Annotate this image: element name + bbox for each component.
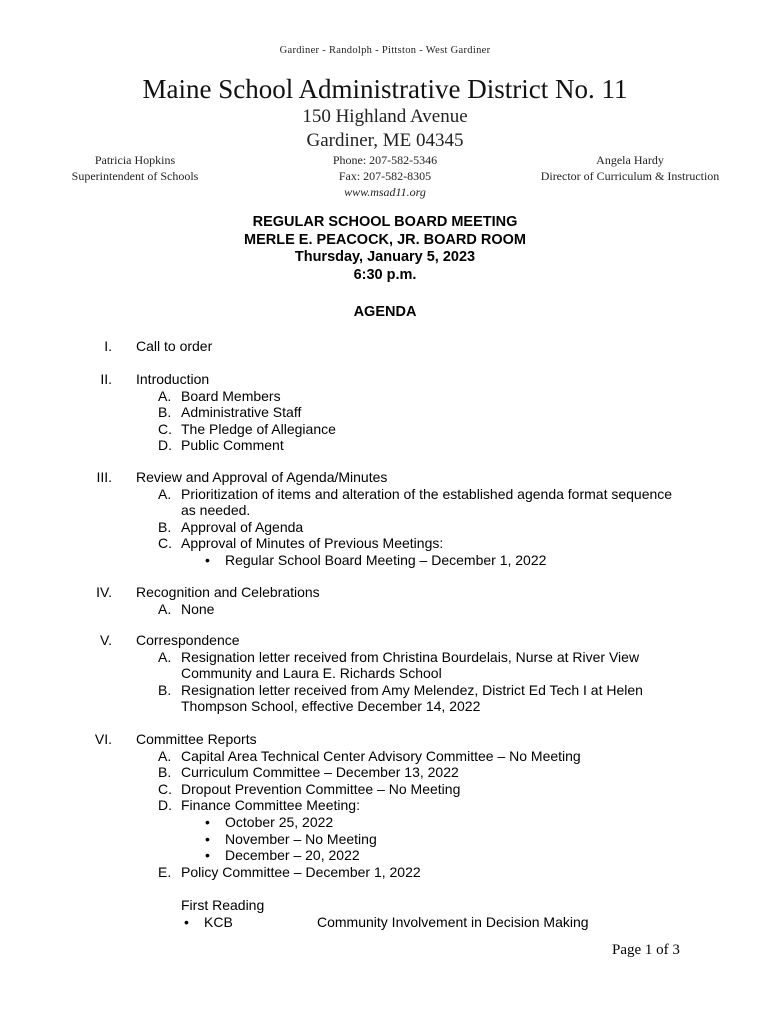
list-item [158, 649, 666, 682]
item-text: Approval of Agenda [181, 518, 304, 535]
section-title: Call to order [136, 338, 213, 354]
section-number: II. [100, 371, 112, 387]
meeting-time: 6:30 p.m. [353, 266, 417, 283]
section-title: Correspondence [136, 632, 240, 648]
page-number: Page 1 of 3 [612, 942, 680, 958]
item-text: Curriculum Committee – December 13, 2022 [181, 764, 459, 781]
bullet-list [181, 814, 718, 864]
list-item [158, 781, 718, 798]
item-letter: A. [158, 387, 172, 404]
item-text: Capital Area Technical Center Advisory Committee – No Meeting [181, 747, 581, 764]
item-text: Resignation letter received from Christina Bourdelais, Nurse at River View Community and Laura E. Richards School [181, 648, 640, 682]
street-address: 150 Highland Avenue [302, 106, 468, 127]
list-item [158, 748, 718, 765]
director-title: Director of Curriculum & Instruction [540, 169, 720, 183]
list-item [158, 682, 676, 715]
bullet-text: October 25, 2022 [225, 813, 334, 830]
contact-block [285, 152, 485, 200]
list-item [158, 519, 718, 536]
director-block [520, 152, 740, 184]
fax-number: Fax: 207-582-8305 [338, 169, 432, 183]
item-letter: D. [158, 437, 172, 454]
superintendent-name: Patricia Hopkins [94, 153, 176, 167]
agenda-heading: AGENDA [353, 304, 417, 320]
item-letter: A. [158, 600, 172, 617]
bullet-item [202, 847, 718, 864]
section-title: Recognition and Celebrations [136, 584, 320, 600]
item-letter: C. [158, 780, 172, 797]
section-number: V. [100, 632, 112, 648]
item-letter: C. [158, 535, 172, 552]
section-title: Committee Reports [136, 731, 257, 747]
district-name: Maine School Administrative District No. 11 [142, 74, 628, 104]
bullet-item [202, 831, 718, 848]
section-title: Introduction [136, 371, 210, 387]
bullet-text: Regular School Board Meeting – December 1, 2022 [225, 551, 547, 568]
list-item [158, 486, 681, 519]
list-item [158, 601, 718, 618]
bullet-icon: • [205, 847, 210, 864]
meeting-date: Thursday, January 5, 2023 [294, 249, 476, 265]
item-letter: D. [158, 797, 172, 814]
section-items [158, 388, 718, 454]
item-letter: E. [158, 863, 172, 880]
item-text: Finance Committee Meeting: [181, 797, 360, 814]
list-item [158, 864, 718, 881]
item-letter: B. [158, 764, 172, 781]
list-item [158, 388, 718, 405]
item-text: None [181, 600, 215, 617]
section-number: VI. [94, 731, 112, 747]
bullet-item [202, 814, 718, 831]
item-letter: A. [158, 648, 172, 665]
item-text: Board Members [181, 387, 281, 404]
item-text: Dropout Prevention Committee – No Meeting [181, 780, 461, 797]
section-number: IV. [96, 584, 112, 600]
list-item [158, 535, 718, 568]
website-link[interactable]: www.msad11.org [344, 185, 426, 199]
bullet-icon: • [205, 813, 210, 830]
item-letter: B. [158, 404, 172, 421]
bullet-item [202, 552, 718, 569]
bullet-icon: • [184, 914, 189, 930]
first-reading-label: First Reading [181, 897, 265, 913]
director-name: Angela Hardy [596, 153, 664, 167]
item-text: Policy Committee – December 1, 2022 [181, 863, 421, 880]
bullet-text: November – No Meeting [225, 830, 377, 847]
item-text: Resignation letter received from Amy Melendez, District Ed Tech I at Helen Thompson School, effective December 14, 2022 [181, 681, 643, 715]
phone-number: Phone: 207-582-5346 [332, 153, 438, 167]
policy-description: Community Involvement in Decision Making [317, 914, 589, 930]
item-text: Public Comment [181, 437, 284, 454]
item-letter: C. [158, 420, 172, 437]
item-letter: A. [158, 485, 172, 502]
list-item [158, 421, 718, 438]
meeting-title-block [0, 214, 770, 284]
item-text: Administrative Staff [181, 404, 302, 421]
item-letter: B. [158, 518, 172, 535]
list-item [158, 797, 718, 863]
item-letter: A. [158, 747, 172, 764]
list-item [158, 404, 718, 421]
section-items [158, 748, 718, 881]
meeting-room: MERLE E. PEACOCK, JR. BOARD ROOM [244, 231, 526, 248]
item-letter: B. [158, 681, 172, 698]
bullet-icon: • [205, 830, 210, 847]
section-items [158, 601, 718, 618]
policy-code: KCB [204, 914, 233, 930]
list-item [158, 437, 718, 454]
member-towns: Gardiner - Randolph - Pittston - West Gardiner [279, 45, 491, 56]
section-number: I. [104, 338, 112, 354]
meeting-title: REGULAR SCHOOL BOARD MEETING [252, 214, 518, 230]
section-items [158, 486, 718, 569]
section-number: III. [96, 469, 112, 485]
section-items [158, 649, 718, 715]
bullet-icon: • [205, 551, 210, 568]
item-text: The Pledge of Allegiance [181, 420, 336, 437]
item-text: Prioritization of items and alteration of the established agenda format sequence as needed. [181, 485, 673, 519]
superintendent-block [20, 152, 250, 184]
list-item [158, 764, 718, 781]
bullet-text: December – 20, 2022 [225, 847, 360, 864]
city-state-zip: Gardiner, ME 04345 [306, 130, 464, 151]
superintendent-title: Superintendent of Schools [71, 169, 199, 183]
item-text: Approval of Minutes of Previous Meetings: [181, 535, 444, 552]
bullet-list [181, 552, 718, 569]
section-title: Review and Approval of Agenda/Minutes [136, 469, 388, 485]
